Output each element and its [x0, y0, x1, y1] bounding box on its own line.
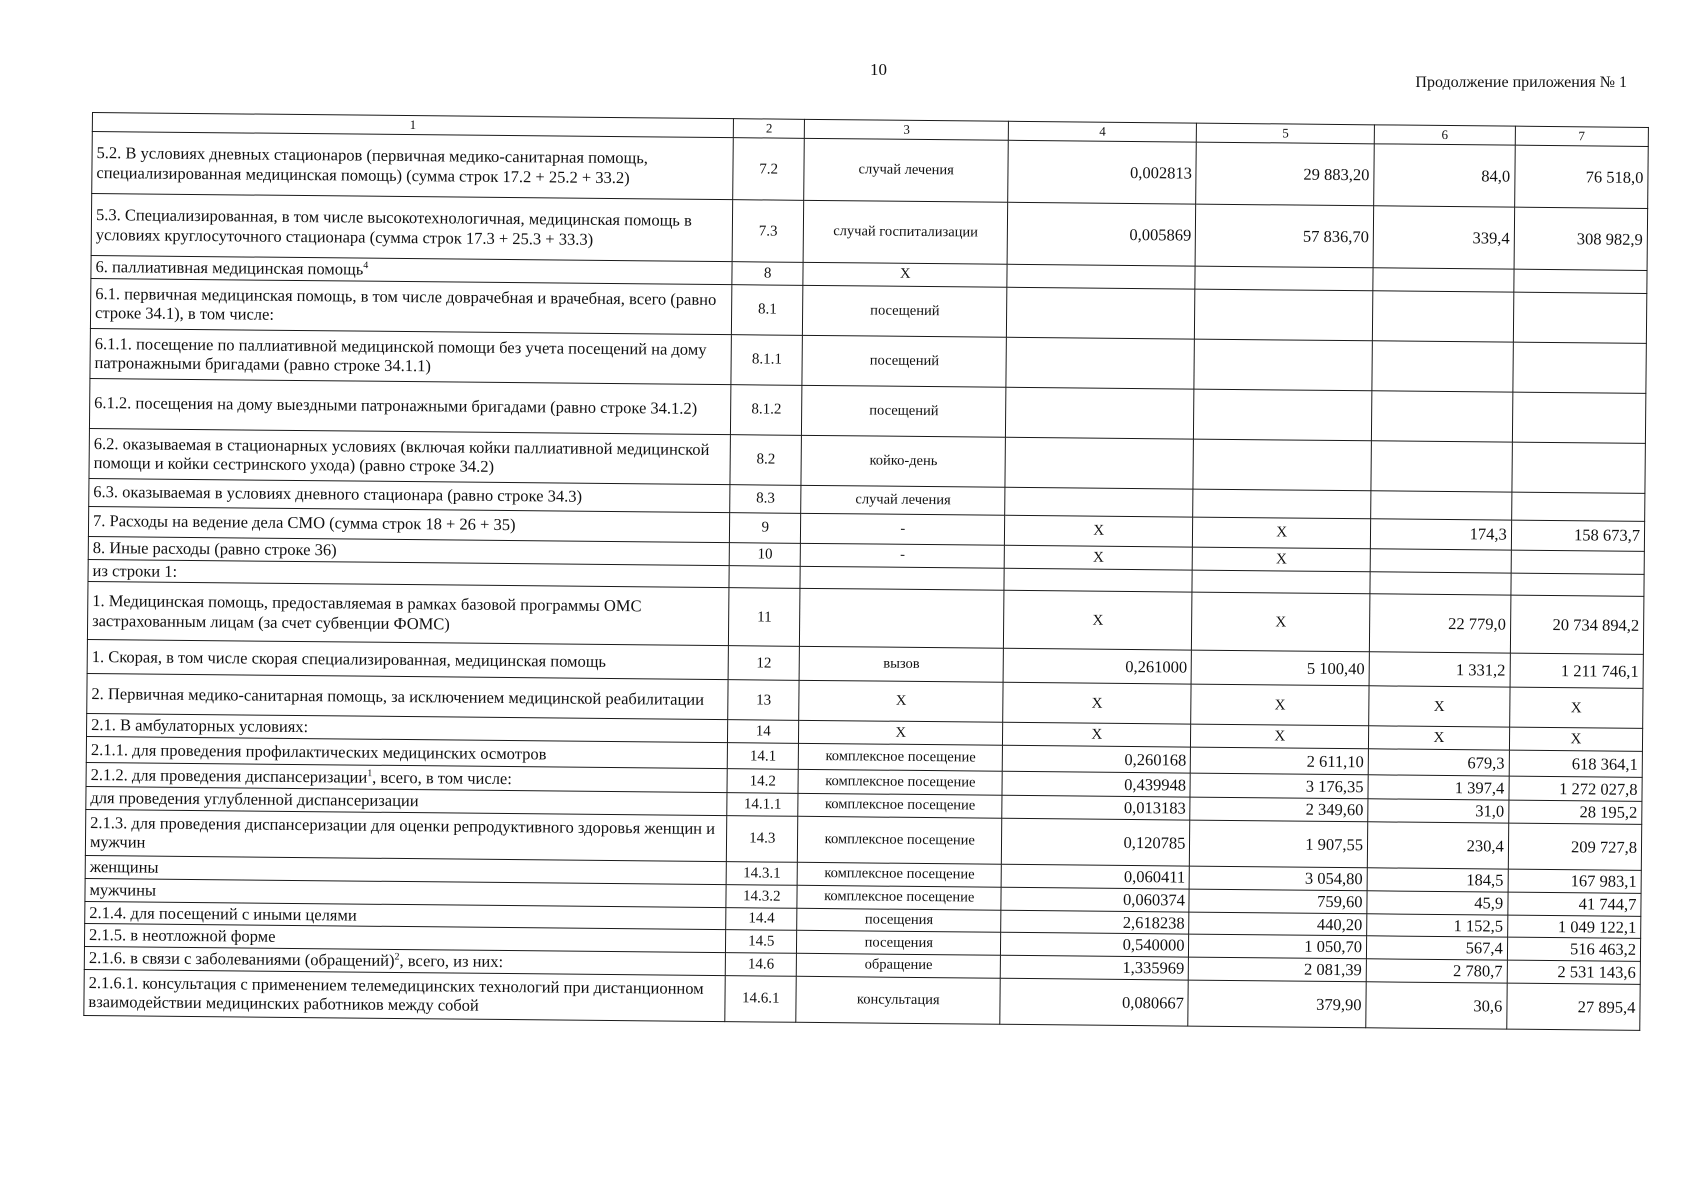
value-cell: Х	[1193, 517, 1371, 549]
row-label-text: 2.1. В амбулаторных условиях:	[91, 715, 309, 737]
value-cell: 1,335969	[1000, 955, 1189, 980]
row-label-text: 2.1.2. для проведения диспансеризации	[90, 764, 368, 787]
value-cell: 2 611,10	[1191, 747, 1369, 775]
value-cell	[1511, 573, 1644, 597]
value-cell: Х	[1193, 547, 1371, 572]
value-cell: 41 744,7	[1508, 892, 1641, 916]
value-cell: 30,6	[1366, 982, 1507, 1029]
value-cell: 0,005869	[1007, 202, 1196, 266]
row-label-text: 1. Медицинская помощь, предоставляемая в рамках базовой программы ОМС застрахованным лицам (за счет субвенции ФОМС)	[92, 591, 642, 634]
row-label-text: 6.1.1. посещение по паллиативной медицинской помощи без учета посещений на дому патронажными бригадами (равно строке 34.1.1)	[94, 333, 707, 376]
value-cell: 618 364,1	[1509, 750, 1642, 777]
row-label-text: 2.1.6.1. консультация с применением телемедицинских технологий при дистанционном взаимодействии медицинских работников между собой	[88, 972, 704, 1016]
row-label-text: 5.3. Специализированная, в том числе высокотехнологичная, медицинская помощь в условиях круглосуточного стационара (сумма строк 17.3 + 25.3 + 33.3)	[95, 204, 692, 249]
value-cell	[1371, 441, 1512, 492]
row-number-cell: 12	[728, 646, 800, 681]
unit-cell	[800, 589, 1004, 649]
value-cell: Х	[1004, 515, 1193, 547]
value-cell	[1511, 550, 1644, 574]
row-number-cell: 14	[727, 720, 799, 743]
value-cell: Х	[1509, 688, 1643, 729]
unit-cell: комплексное посещение	[798, 770, 1002, 796]
row-label-cell	[92, 132, 734, 200]
row-number-cell: 10	[729, 542, 801, 565]
unit-cell: Х	[799, 721, 1003, 746]
value-cell: Х	[1002, 723, 1191, 748]
row-label-cell	[87, 674, 728, 720]
value-cell	[1370, 571, 1511, 595]
row-number-cell: 8.1	[731, 284, 803, 335]
value-cell: Х	[1003, 683, 1192, 725]
value-cell: 2 531 143,6	[1507, 960, 1640, 984]
row-number-cell: 7.3	[732, 200, 804, 263]
unit-cell: комплексное посещение	[798, 862, 1002, 887]
footnote-marker: 4	[363, 260, 369, 272]
value-cell	[1006, 287, 1195, 339]
value-cell	[1193, 489, 1371, 519]
row-number-cell: 14.1.1	[727, 793, 799, 816]
row-label-text-continued: , всего, из них:	[399, 951, 504, 972]
value-cell: 31,0	[1368, 799, 1509, 823]
value-cell	[1370, 549, 1511, 573]
row-label-text: 6.1. первичная медицинская помощь, в том числе доврачебная и врачебная, всего (равно строке 34.1), в том числе:	[94, 283, 717, 325]
row-label-text: мужчины	[89, 879, 157, 900]
row-label-text: 1. Скорая, в том числе скорая специализированная, медицинская помощь	[91, 647, 607, 671]
value-cell: 167 983,1	[1508, 869, 1641, 893]
column-header: 5	[1197, 123, 1375, 144]
column-header: 4	[1008, 121, 1197, 142]
value-cell: 1 907,55	[1190, 820, 1368, 868]
unit-cell: вызов	[800, 647, 1004, 683]
footnote-marker: 1	[367, 767, 373, 780]
value-cell: 2,618238	[1001, 910, 1190, 935]
appendix-table	[83, 112, 1649, 1031]
appendix-continuation-label: Продолжение приложения № 1	[1415, 74, 1627, 91]
value-cell: 0,120785	[1001, 818, 1190, 866]
value-cell: 174,3	[1370, 519, 1511, 550]
value-cell: 759,60	[1189, 889, 1367, 914]
value-cell: 2 780,7	[1366, 959, 1507, 983]
unit-cell: обращение	[797, 953, 1001, 978]
column-header: 3	[805, 119, 1009, 140]
value-cell: Х	[1509, 728, 1642, 752]
value-cell: 230,4	[1367, 822, 1508, 869]
value-cell	[1512, 392, 1646, 443]
value-cell	[1511, 492, 1644, 521]
unit-cell: -	[801, 513, 1005, 545]
value-cell: 57 836,70	[1196, 204, 1374, 268]
row-number-cell: 11	[728, 588, 800, 647]
row-label-cell	[91, 194, 733, 262]
value-cell	[1004, 568, 1193, 593]
value-cell: 45,9	[1367, 891, 1508, 915]
row-label-cell	[84, 969, 725, 1021]
value-cell: 1 331,2	[1369, 652, 1510, 687]
value-cell: 0,002813	[1008, 140, 1197, 204]
value-cell	[1005, 387, 1194, 439]
unit-cell: комплексное посещение	[798, 816, 1002, 864]
value-cell: 184,5	[1367, 868, 1508, 892]
value-cell: 84,0	[1374, 144, 1515, 207]
value-cell	[1195, 266, 1373, 291]
footnote-marker: 2	[394, 951, 400, 963]
row-number-cell: 14.2	[727, 769, 799, 794]
column-header: 2	[733, 119, 805, 139]
row-label-cell	[89, 378, 730, 434]
row-number-cell: 14.1	[727, 743, 799, 770]
value-cell	[1192, 570, 1370, 595]
value-cell: 567,4	[1366, 936, 1507, 960]
value-cell: 5 100,40	[1191, 650, 1369, 686]
value-cell: 2 349,60	[1190, 797, 1368, 822]
row-number-cell: 14.3	[726, 816, 798, 863]
unit-cell: случай лечения	[801, 485, 1005, 515]
unit-cell: посещения	[797, 931, 1001, 956]
row-label-text: 6.3. оказываемая в условиях дневного стационара (равно строке 34.3)	[93, 482, 583, 507]
value-cell: 0,060374	[1001, 887, 1190, 912]
value-cell: 0,013183	[1002, 795, 1191, 820]
row-number-cell: 8.1.1	[731, 334, 803, 385]
unit-cell: посещений	[802, 335, 1006, 387]
unit-cell: случай госпитализации	[804, 200, 1008, 264]
value-cell	[1005, 487, 1194, 517]
row-number-cell: 8.3	[730, 484, 802, 513]
row-number-cell: 7.2	[733, 138, 805, 201]
value-cell	[1371, 491, 1512, 520]
row-number-cell: 14.3.2	[726, 884, 798, 907]
value-cell: 516 463,2	[1507, 937, 1640, 961]
value-cell: 209 727,8	[1508, 823, 1642, 870]
value-cell: 29 883,20	[1196, 142, 1374, 206]
unit-cell: случай лечения	[804, 138, 1008, 202]
value-cell: 28 195,2	[1509, 800, 1642, 824]
row-label-text: 2.1.5. в неотложной форме	[89, 925, 276, 947]
value-cell: 1 211 746,1	[1510, 654, 1644, 689]
row-number-cell	[729, 565, 801, 588]
value-cell: 379,90	[1188, 980, 1366, 1028]
unit-cell: посещения	[797, 908, 1001, 933]
row-label-cell	[90, 278, 731, 334]
row-label-text: 2.1.6. в связи с заболеваниями (обращений)	[88, 948, 395, 971]
value-cell: 1 049 122,1	[1507, 915, 1640, 939]
value-cell: 3 054,80	[1190, 866, 1368, 891]
unit-cell: койко-день	[801, 435, 1005, 487]
value-cell: 0,261000	[1003, 649, 1192, 685]
row-number-cell: 14.6	[725, 953, 797, 976]
value-cell	[1194, 339, 1372, 391]
row-label-cell	[89, 428, 730, 484]
row-label-text: 6. паллиативная медицинская помощь	[95, 257, 364, 279]
row-label-text: 8. Иные расходы (равно строке 36)	[92, 537, 337, 560]
value-cell	[1513, 342, 1647, 393]
row-label-text: 2.1.3. для проведения диспансеризации для оценки репродуктивного здоровья женщин и мужчин	[89, 812, 716, 853]
row-number-cell: 14.6.1	[725, 976, 797, 1023]
value-cell: Х	[1192, 592, 1370, 652]
unit-cell	[800, 566, 1004, 591]
value-cell: 76 518,0	[1514, 145, 1648, 208]
row-number-cell: 9	[729, 512, 801, 543]
row-label-text: из строки 1:	[92, 560, 178, 581]
value-cell	[1372, 291, 1513, 342]
value-cell	[1371, 391, 1512, 442]
value-cell: Х	[1004, 545, 1193, 570]
row-label-text: 2.1.4. для посещений с иными целями	[89, 902, 357, 925]
value-cell: Х	[1003, 591, 1192, 651]
unit-cell: комплексное посещение	[798, 794, 1002, 819]
value-cell: Х	[1191, 684, 1369, 726]
value-cell: 308 982,9	[1514, 207, 1648, 270]
column-header: 7	[1515, 126, 1648, 146]
table-body	[84, 132, 1648, 1031]
value-cell	[1512, 442, 1646, 493]
value-cell: 0,260168	[1002, 745, 1191, 773]
value-cell: 0,080667	[1000, 978, 1189, 1026]
row-label-text: 5.2. В условиях дневных стационаров (первичная медико-санитарная помощь, специализированная медицинская помощь) (сумма строк 17.2 + 25.2 + 33.2)	[96, 142, 649, 187]
value-cell: 0,060411	[1001, 864, 1190, 889]
value-cell: 27 895,4	[1507, 983, 1641, 1030]
row-label-text-continued: , всего, в том числе:	[372, 767, 512, 788]
value-cell	[1514, 269, 1647, 293]
value-cell: 1 397,4	[1368, 775, 1509, 800]
value-cell: 20 734 894,2	[1510, 596, 1644, 655]
value-cell	[1372, 341, 1513, 392]
row-label-text: 7. Расходы на ведение дела СМО (сумма строк 18 + 26 + 35)	[92, 511, 516, 535]
row-label-text: женщины	[89, 856, 159, 877]
row-number-cell: 8.2	[730, 434, 802, 485]
unit-cell: консультация	[796, 976, 1000, 1024]
row-number-cell: 13	[728, 680, 800, 721]
unit-cell: комплексное посещение	[797, 885, 1001, 910]
column-header: 1	[92, 113, 733, 138]
row-number-cell: 14.5	[725, 930, 797, 953]
value-cell	[1195, 289, 1373, 341]
value-cell: 679,3	[1368, 749, 1509, 776]
row-label-text: 2. Первичная медико-санитарная помощь, за исключением медицинской реабилитации	[91, 684, 705, 709]
value-cell	[1194, 389, 1372, 441]
row-label-cell	[90, 328, 731, 384]
value-cell: 158 673,7	[1511, 520, 1645, 551]
value-cell	[1007, 264, 1196, 289]
row-number-cell: 14.3.1	[726, 862, 798, 885]
value-cell	[1006, 337, 1195, 389]
column-header: 6	[1374, 125, 1515, 145]
value-cell	[1373, 268, 1514, 292]
value-cell: Х	[1368, 726, 1509, 750]
value-cell	[1513, 292, 1647, 343]
unit-cell: Х	[803, 262, 1007, 287]
row-label-text: для проведения углубленной диспансеризации	[90, 788, 419, 811]
value-cell: Х	[1191, 724, 1369, 749]
value-cell: 0,540000	[1000, 933, 1189, 958]
value-cell: 2 081,39	[1189, 957, 1367, 982]
row-number-cell: 8.1.2	[730, 384, 802, 435]
value-cell: 0,439948	[1002, 771, 1191, 797]
page-number: 10	[870, 60, 887, 79]
unit-cell: посещений	[802, 385, 1006, 437]
value-cell: 22 779,0	[1369, 594, 1510, 653]
row-label-cell	[85, 809, 726, 861]
value-cell: 1 152,5	[1367, 913, 1508, 937]
row-number-cell: 8	[732, 262, 804, 285]
value-cell: 1 050,70	[1189, 934, 1367, 959]
unit-cell: Х	[799, 681, 1003, 723]
row-number-cell: 14.4	[726, 907, 798, 930]
value-cell	[1193, 439, 1371, 491]
unit-cell: комплексное посещение	[799, 744, 1003, 772]
row-label-text: 6.1.2. посещения на дому выездными патронажными бригадами (равно строке 34.1.2)	[94, 393, 698, 419]
value-cell: Х	[1369, 686, 1510, 727]
row-label-text: 6.2. оказываемая в стационарных условиях (включая койки паллиативной медицинской помощи и койки сестринского ухода) (равно строке 34.2)	[93, 433, 710, 477]
value-cell: 339,4	[1373, 206, 1514, 269]
value-cell: 440,20	[1189, 912, 1367, 937]
row-label-text: 2.1.1. для проведения профилактических медицинских осмотров	[90, 739, 547, 764]
unit-cell: посещений	[803, 285, 1007, 337]
value-cell: 1 272 027,8	[1509, 776, 1642, 801]
value-cell: 3 176,35	[1190, 773, 1368, 799]
value-cell	[1005, 437, 1194, 489]
unit-cell: -	[801, 543, 1005, 568]
row-label-cell	[87, 582, 729, 646]
